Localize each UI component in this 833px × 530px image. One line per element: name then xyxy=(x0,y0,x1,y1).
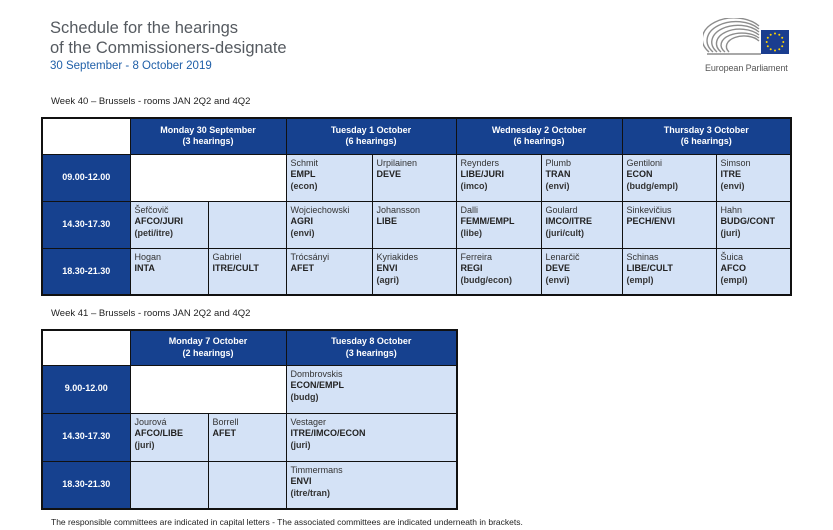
lead-committee: AFET xyxy=(290,263,314,273)
lead-committee: INTA xyxy=(134,263,155,273)
associated-committees: (juri) xyxy=(134,439,155,450)
commissioner-name: Dombrovskis xyxy=(290,368,343,379)
hearing-cell xyxy=(541,248,622,295)
commissioner-name: Urpilainen xyxy=(376,157,418,168)
associated-committees: (budg) xyxy=(290,391,319,402)
empty-slot xyxy=(130,461,208,509)
time-slot: 14.30-17.30 xyxy=(42,201,130,248)
commissioner-name: Šefčovič xyxy=(134,204,169,215)
time-slot: 09.00-12.00 xyxy=(42,154,130,201)
lead-committee: AFCO/LIBE xyxy=(134,428,183,438)
lead-committee: AFCO xyxy=(720,263,747,273)
associated-committees: (libe) xyxy=(460,227,483,238)
commissioner-name: Hahn xyxy=(720,204,743,215)
empty-slot xyxy=(208,461,286,509)
day-header xyxy=(130,330,286,365)
hearing-cell xyxy=(622,248,716,295)
footnote: The responsible committees are indicated in capital letters - The associated committees are indicated underneath in brackets. xyxy=(51,517,523,527)
hearing-cell xyxy=(130,248,208,295)
lead-committee: ENVI xyxy=(290,476,312,486)
day-name: Tuesday 1 October xyxy=(330,124,412,135)
associated-committees: (juri/cult) xyxy=(545,227,585,238)
week-40-schedule-table xyxy=(41,117,792,296)
hearing-cell xyxy=(208,248,286,295)
lead-committee: ECON xyxy=(626,169,653,179)
commissioner-name: Reynders xyxy=(460,157,500,168)
associated-committees: (peti/itre) xyxy=(134,227,174,238)
lead-committee: ENVI xyxy=(376,263,398,273)
time-slot: 18.30-21.30 xyxy=(42,461,130,509)
lead-committee: ITRE xyxy=(720,169,742,179)
time-slot: 18.30-21.30 xyxy=(42,248,130,295)
lead-committee: PECH/ENVI xyxy=(626,216,676,226)
hearing-cell xyxy=(286,461,457,509)
day-name: Monday 7 October xyxy=(168,336,248,347)
associated-committees: (envi) xyxy=(545,274,570,285)
commissioner-name: Lenarčič xyxy=(545,251,580,262)
hearing-cell xyxy=(716,248,791,295)
hearing-cell xyxy=(541,201,622,248)
commissioner-name: Gabriel xyxy=(212,251,242,262)
hearing-cell xyxy=(130,201,208,248)
empty-slot xyxy=(208,201,286,248)
week-41-schedule-table xyxy=(41,329,458,510)
associated-committees: (envi) xyxy=(290,227,315,238)
lead-committee: LIBE/CULT xyxy=(626,263,673,273)
title-line-2: of the Commissioners-designate xyxy=(50,39,287,57)
lead-committee: ITRE/CULT xyxy=(212,263,259,273)
day-header xyxy=(130,118,286,154)
hearing-cell xyxy=(622,201,716,248)
hearing-count: (2 hearings) xyxy=(182,347,234,358)
hearing-cell xyxy=(286,201,372,248)
hearing-cell xyxy=(716,154,791,201)
associated-committees: (juri) xyxy=(720,227,741,238)
hearing-count: (3 hearings) xyxy=(345,347,397,358)
lead-committee: AFET xyxy=(212,428,236,438)
lead-committee: AFCO/JURI xyxy=(134,216,184,226)
document-title xyxy=(50,18,287,58)
hearing-cell xyxy=(286,154,372,201)
hearing-count: (6 hearings) xyxy=(680,136,732,147)
associated-committees: (budg/empl) xyxy=(626,180,679,191)
lead-committee: LIBE xyxy=(376,216,398,226)
hearing-cell xyxy=(208,413,286,461)
hearing-cell xyxy=(286,365,457,413)
hearing-cell xyxy=(372,154,456,201)
commissioner-name: Johansson xyxy=(376,204,421,215)
associated-committees: (budg/econ) xyxy=(460,274,513,285)
empty-slot xyxy=(130,365,286,413)
day-name: Tuesday 8 October xyxy=(331,336,412,347)
day-name: Monday 30 September xyxy=(160,124,256,135)
hearing-cell xyxy=(456,248,541,295)
commissioner-name: Schmit xyxy=(290,157,319,168)
commissioner-name: Jourová xyxy=(134,416,167,427)
title-line-1: Schedule for the hearings xyxy=(50,19,239,37)
day-header xyxy=(622,118,791,154)
associated-committees: (empl) xyxy=(626,274,654,285)
hearing-count: (6 hearings) xyxy=(513,136,565,147)
time-slot: 9.00-12.00 xyxy=(42,365,130,413)
week-40-label: Week 40 – Brussels - rooms JAN 2Q2 and 4Q2 xyxy=(51,96,251,107)
lead-committee: DEVE xyxy=(545,263,571,273)
lead-committee: IMCO/ITRE xyxy=(545,216,593,226)
commissioner-name: Sinkevičius xyxy=(626,204,672,215)
lead-committee: EMPL xyxy=(290,169,316,179)
commissioner-name: Wojciechowski xyxy=(290,204,350,215)
lead-committee: BUDG/CONT xyxy=(720,216,776,226)
commissioner-name: Trócsányi xyxy=(290,251,330,262)
associated-committees: (juri) xyxy=(290,439,311,450)
hearing-cell xyxy=(286,248,372,295)
lead-committee: REGI xyxy=(460,263,483,273)
hearing-cell xyxy=(286,413,457,461)
day-header xyxy=(286,118,456,154)
hearing-cell xyxy=(716,201,791,248)
associated-committees: (imco) xyxy=(460,180,488,191)
commissioner-name: Borrell xyxy=(212,416,239,427)
commissioner-name: Simson xyxy=(720,157,751,168)
day-header xyxy=(286,330,457,365)
week-41-label: Week 41 – Brussels - rooms JAN 2Q2 and 4Q2 xyxy=(51,308,251,319)
commissioner-name: Goulard xyxy=(545,204,578,215)
lead-committee: TRAN xyxy=(545,169,571,179)
commissioner-name: Ferreira xyxy=(460,251,493,262)
hearing-cell xyxy=(372,201,456,248)
associated-committees: (envi) xyxy=(720,180,745,191)
corner-cell xyxy=(42,118,130,154)
lead-committee: AGRI xyxy=(290,216,313,226)
hearing-cell xyxy=(541,154,622,201)
commissioner-name: Vestager xyxy=(290,416,327,427)
commissioner-name: Schinas xyxy=(626,251,659,262)
hearing-count: (6 hearings) xyxy=(345,136,397,147)
associated-committees: (envi) xyxy=(545,180,570,191)
commissioner-name: Gentiloni xyxy=(626,157,663,168)
hearing-count: (3 hearings) xyxy=(182,136,234,147)
date-range: 30 September - 8 October 2019 xyxy=(50,60,212,72)
corner-cell xyxy=(42,330,130,365)
associated-committees: (agri) xyxy=(376,274,399,285)
lead-committee: ITRE/IMCO/ECON xyxy=(290,428,366,438)
commissioner-name: Plumb xyxy=(545,157,572,168)
time-slot: 14.30-17.30 xyxy=(42,413,130,461)
hearing-cell xyxy=(456,154,541,201)
hearing-cell xyxy=(622,154,716,201)
logo-caption: European Parliament xyxy=(705,63,788,73)
hearing-cell xyxy=(456,201,541,248)
hearing-cell xyxy=(130,413,208,461)
associated-committees: (itre/tran) xyxy=(290,487,331,498)
day-name: Thursday 3 October xyxy=(663,124,749,135)
empty-slot xyxy=(130,154,286,201)
associated-committees: (empl) xyxy=(720,274,748,285)
lead-committee: LIBE/JURI xyxy=(460,169,505,179)
day-header xyxy=(456,118,622,154)
lead-committee: FEMM/EMPL xyxy=(460,216,515,226)
commissioner-name: Šuica xyxy=(720,251,744,262)
day-name: Wednesday 2 October xyxy=(491,124,587,135)
commissioner-name: Hogan xyxy=(134,251,162,262)
hearing-cell xyxy=(372,248,456,295)
lead-committee: ECON/EMPL xyxy=(290,380,345,390)
associated-committees: (econ) xyxy=(290,180,318,191)
commissioner-name: Dalli xyxy=(460,204,479,215)
commissioner-name: Timmermans xyxy=(290,464,343,475)
lead-committee: DEVE xyxy=(376,169,402,179)
commissioner-name: Kyriakides xyxy=(376,251,419,262)
